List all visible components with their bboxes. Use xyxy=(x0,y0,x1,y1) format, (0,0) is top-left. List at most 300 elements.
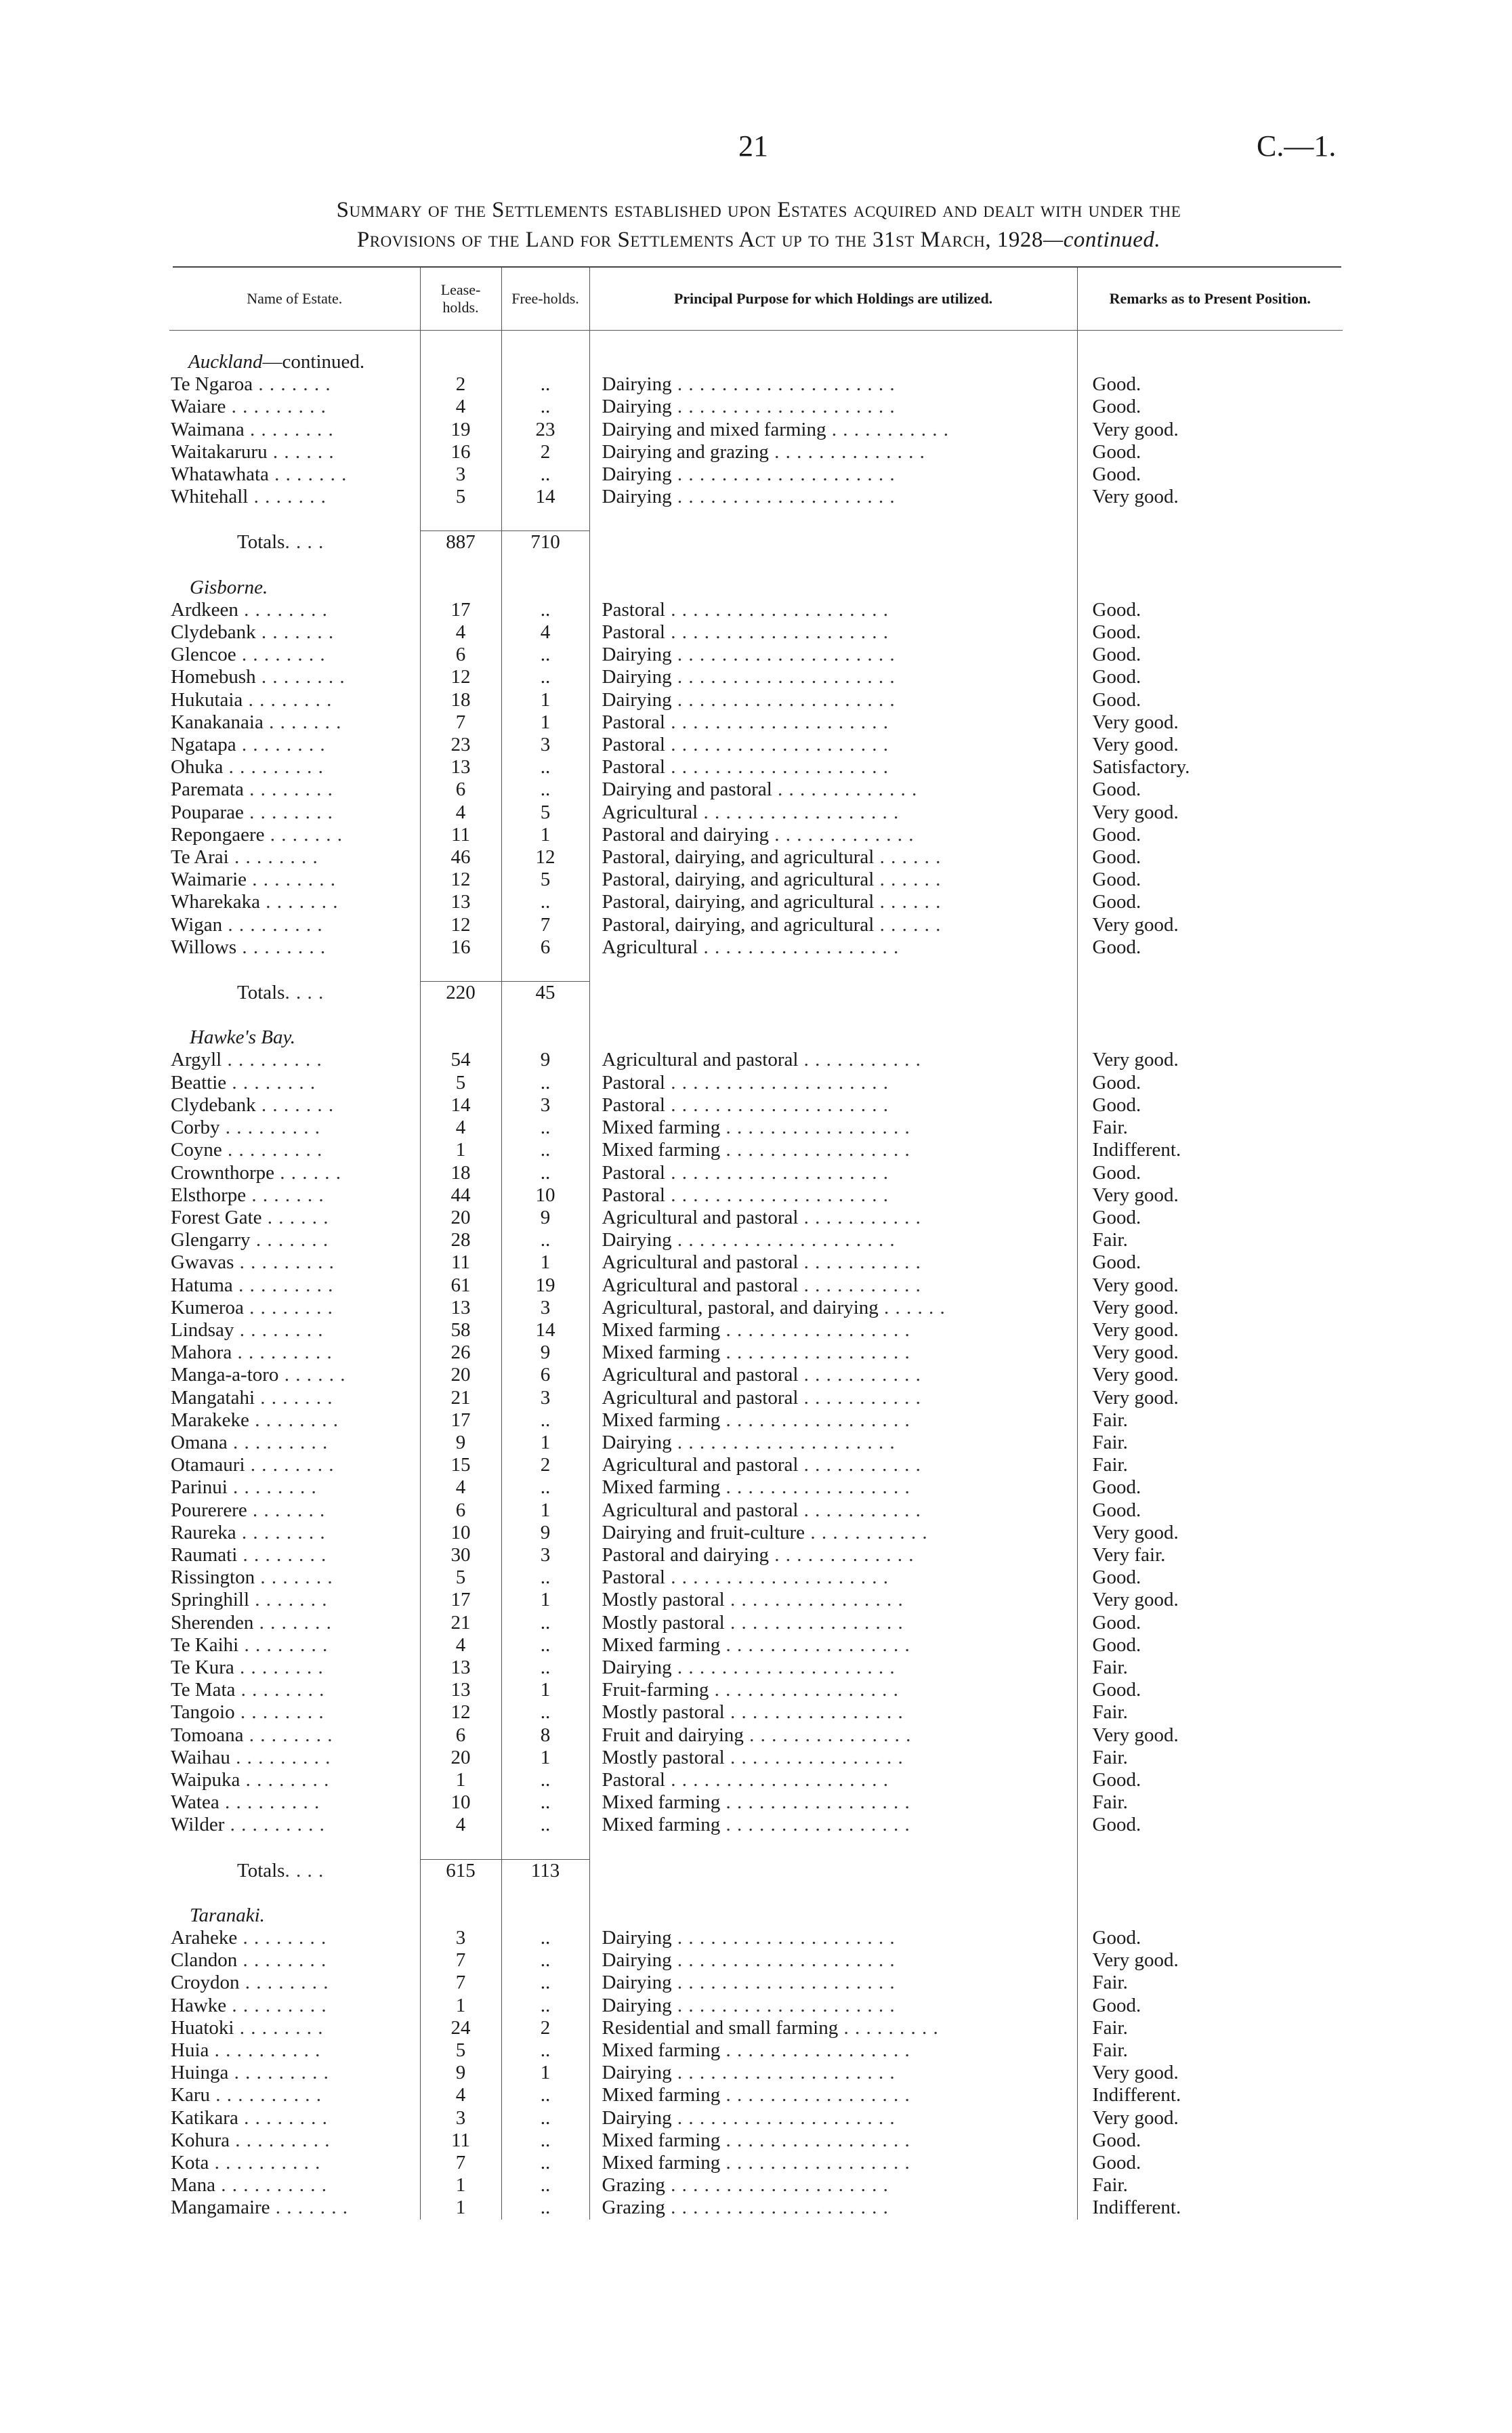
leader-dots: . . . . . . . . . . . xyxy=(798,1274,921,1296)
purpose-text: Pastoral xyxy=(602,1094,665,1116)
remarks-cell xyxy=(1077,1387,1343,1409)
freeholds-value: 1 xyxy=(540,1589,551,1611)
leader-dots: . . . . . . . . . . . . . . . . . . . . xyxy=(671,1994,896,2016)
document-reference: C.—1. xyxy=(1257,129,1337,163)
leader-dots: . . . . xyxy=(285,982,324,1004)
leader-dots: . . . . . . . . . . . . . . . . . xyxy=(720,1634,910,1656)
table-row xyxy=(169,802,1343,824)
estate-name-cell xyxy=(169,1747,420,1769)
section-heading xyxy=(169,1026,420,1049)
leader-dots: . . . . . . . . . . . . . . . . . . xyxy=(698,801,900,823)
freeholds-value: 3 xyxy=(540,1386,551,1409)
empty-cell xyxy=(1077,1905,1343,1927)
remark-text: Good. xyxy=(1092,1611,1141,1634)
remarks-cell xyxy=(1077,869,1343,891)
leaseholds-cell xyxy=(420,1364,501,1386)
leader-dots: . . . . . . . . . xyxy=(223,756,324,778)
estate-name: Raureka xyxy=(171,1521,236,1543)
leader-dots: . . . . . . . xyxy=(264,823,343,846)
freeholds-value: .. xyxy=(540,373,551,396)
purpose-cell xyxy=(589,1701,1077,1724)
purpose-cell xyxy=(589,1072,1077,1094)
remarks-cell xyxy=(1077,2129,1343,2152)
purpose-text: Dairying xyxy=(602,666,672,688)
leaseholds-value: 61 xyxy=(450,1274,471,1296)
table-row xyxy=(169,1432,1343,1454)
remarks-cell xyxy=(1077,1612,1343,1634)
leader-dots: . . . . . . . . . . xyxy=(209,2152,321,2174)
freeholds-value: .. xyxy=(540,1139,551,1161)
estate-name: Ngatapa xyxy=(171,734,236,756)
estate-name: Tomoana xyxy=(171,1724,244,1746)
leaseholds-cell xyxy=(420,373,501,396)
purpose-text: Agricultural and pastoral xyxy=(602,1454,799,1476)
leaseholds-cell xyxy=(420,644,501,666)
estate-name: Wigan xyxy=(171,913,223,936)
purpose-text: Mixed farming xyxy=(602,1634,721,1656)
estate-name: Raumati xyxy=(171,1543,238,1566)
leader-dots: . . . . . . . . xyxy=(234,1656,324,1678)
estate-name-cell xyxy=(169,1612,420,1634)
purpose-text: Agricultural xyxy=(602,801,698,823)
empty-cell xyxy=(420,1026,501,1049)
leader-dots: . . . . . . . . . . . . . . . . . . . . xyxy=(665,1566,889,1589)
leaseholds-value: 3 xyxy=(455,1927,466,1949)
leader-dots: . . . . . . . . . . . . . . . . . xyxy=(720,1117,910,1139)
purpose-text: Agricultural and pastoral xyxy=(602,1049,799,1071)
leaseholds-cell xyxy=(420,2152,501,2174)
freeholds-cell xyxy=(501,869,589,891)
table-row xyxy=(169,599,1343,621)
freeholds-cell xyxy=(501,2129,589,2152)
freeholds-value: .. xyxy=(540,2129,551,2151)
estate-name-cell xyxy=(169,1476,420,1499)
empty-cell xyxy=(589,531,1077,554)
leader-dots: . . . . . . . . . xyxy=(224,1814,325,1836)
purpose-cell xyxy=(589,666,1077,688)
leaseholds-cell xyxy=(420,802,501,824)
freeholds-cell xyxy=(501,644,589,666)
leaseholds-cell xyxy=(420,2017,501,2039)
remarks-cell xyxy=(1077,1657,1343,1679)
remarks-cell xyxy=(1077,1634,1343,1657)
remarks-cell xyxy=(1077,2017,1343,2039)
purpose-text: Pastoral, dairying, and agricultural xyxy=(602,869,875,891)
remark-text: Good. xyxy=(1092,1071,1141,1094)
remark-text: Very good. xyxy=(1092,1364,1179,1386)
leaseholds-value: 21 xyxy=(450,1611,471,1634)
purpose-cell xyxy=(589,1724,1077,1747)
totals-leaseholds-cell xyxy=(420,982,501,1005)
remarks-cell xyxy=(1077,1522,1343,1544)
remarks-cell xyxy=(1077,2062,1343,2084)
freeholds-cell xyxy=(501,1139,589,1161)
table-row xyxy=(169,1701,1343,1724)
leader-dots: . . . . . . . . xyxy=(236,734,326,756)
purpose-cell xyxy=(589,689,1077,711)
estate-name-cell xyxy=(169,1387,420,1409)
leaseholds-cell xyxy=(420,1791,501,1814)
remark-text: Indifferent. xyxy=(1092,2084,1181,2106)
spacer-cell xyxy=(1077,1882,1343,1905)
leaseholds-value: 6 xyxy=(455,1499,466,1521)
leader-dots: . . . . . . . . . . . . . . . . . . . . xyxy=(665,1071,889,1094)
remarks-cell xyxy=(1077,666,1343,688)
leader-dots: . . . . . . . . . . . . . . . xyxy=(743,1724,912,1746)
leaseholds-value: 11 xyxy=(451,823,470,846)
estate-name-cell xyxy=(169,419,420,441)
freeholds-value: .. xyxy=(540,1611,551,1634)
estate-name: Huinga xyxy=(171,2062,229,2084)
leader-dots: . . . . . . . xyxy=(263,711,342,733)
empty-cell xyxy=(501,577,589,599)
freeholds-value: .. xyxy=(540,1927,551,1949)
leaseholds-value: 1 xyxy=(455,1768,466,1791)
remarks-cell xyxy=(1077,1589,1343,1611)
freeholds-cell xyxy=(501,2197,589,2219)
purpose-cell xyxy=(589,802,1077,824)
totals-label-cell xyxy=(169,982,420,1005)
remarks-cell xyxy=(1077,1297,1343,1319)
estate-name: Glencoe xyxy=(171,644,236,666)
purpose-text: Pastoral xyxy=(602,1071,665,1094)
leader-dots: . . . . . . . . xyxy=(249,1409,339,1431)
table-row xyxy=(169,1094,1343,1117)
purpose-cell xyxy=(589,869,1077,891)
remarks-cell xyxy=(1077,1476,1343,1499)
estate-name: Hukutaia xyxy=(171,688,243,711)
remark-text: Fair. xyxy=(1092,1656,1128,1678)
table-row xyxy=(169,1229,1343,1251)
estate-name: Manga-a-toro xyxy=(171,1364,279,1386)
remark-text: Good. xyxy=(1092,621,1141,644)
empty-cell xyxy=(420,351,501,373)
remark-text: Very good. xyxy=(1092,1342,1179,1364)
remarks-cell xyxy=(1077,846,1343,869)
estate-name: Gwavas xyxy=(171,1251,234,1274)
leaseholds-value: 6 xyxy=(455,1724,466,1746)
table-row xyxy=(169,891,1343,913)
table-row xyxy=(169,1454,1343,1476)
purpose-text: Dairying and fruit-culture xyxy=(602,1521,805,1543)
freeholds-value: .. xyxy=(540,644,551,666)
estate-name-cell xyxy=(169,1297,420,1319)
purpose-cell xyxy=(589,1251,1077,1274)
estate-name: Omana xyxy=(171,1431,228,1453)
table-row xyxy=(169,756,1343,778)
leader-dots: . . . . . . . . . . xyxy=(215,2174,328,2197)
remark-text: Very fair. xyxy=(1092,1543,1166,1566)
estate-name: Parinui xyxy=(171,1476,228,1499)
totals-leaseholds: 615 xyxy=(446,1859,476,1881)
spacer-row xyxy=(169,1882,1343,1905)
leaseholds-value: 5 xyxy=(455,486,466,508)
freeholds-value: .. xyxy=(540,2084,551,2106)
freeholds-cell xyxy=(501,1701,589,1724)
purpose-cell xyxy=(589,1364,1077,1386)
purpose-text: Dairying xyxy=(602,1972,672,1994)
estate-name-cell xyxy=(169,1634,420,1657)
empty-cell xyxy=(1077,577,1343,599)
freeholds-value: .. xyxy=(540,1701,551,1724)
leader-dots: . . . . . . . . xyxy=(243,801,333,823)
remarks-cell xyxy=(1077,802,1343,824)
remark-text: Very good. xyxy=(1092,734,1179,756)
remarks-cell xyxy=(1077,1049,1343,1071)
purpose-cell xyxy=(589,1184,1077,1207)
leader-dots: . . . . . . . . . xyxy=(222,913,323,936)
remark-text: Very good. xyxy=(1092,486,1179,508)
table-row xyxy=(169,2039,1343,2062)
purpose-text: Dairying and grazing xyxy=(602,440,769,463)
leaseholds-value: 4 xyxy=(455,621,466,644)
spacer-cell xyxy=(169,1837,420,1860)
leader-dots: . . . . . . . . xyxy=(236,1521,326,1543)
remarks-cell xyxy=(1077,1364,1343,1386)
remark-text: Good. xyxy=(1092,1634,1141,1656)
estate-name-cell xyxy=(169,2152,420,2174)
purpose-text: Pastoral xyxy=(602,621,665,644)
column-header-name: Name of Estate. xyxy=(169,268,420,331)
freeholds-cell xyxy=(501,1454,589,1476)
estate-name-cell xyxy=(169,621,420,644)
freeholds-value: .. xyxy=(540,1949,551,1972)
freeholds-value: 3 xyxy=(540,1543,551,1566)
section-name: Taranaki. xyxy=(190,1904,265,1926)
totals-label: Totals xyxy=(237,982,285,1004)
purpose-cell xyxy=(589,2017,1077,2039)
table-row xyxy=(169,463,1343,486)
leaseholds-cell xyxy=(420,1229,501,1251)
freeholds-value: 1 xyxy=(540,688,551,711)
leader-dots: . . . . . . . . . . xyxy=(209,2039,321,2062)
title-line-2-text: Provisions of the Land for Settlements Act up to the 31st March, 1928 xyxy=(356,228,1043,252)
freeholds-cell xyxy=(501,2017,589,2039)
leaseholds-cell xyxy=(420,1544,501,1566)
leaseholds-value: 10 xyxy=(450,1521,471,1543)
leader-dots: . . . . . . . . . . . . . . . . . xyxy=(720,1318,910,1341)
remark-text: Good. xyxy=(1092,396,1141,418)
purpose-text: Dairying xyxy=(602,2062,672,2084)
table-row xyxy=(169,1162,1343,1184)
purpose-text: Mixed farming xyxy=(602,1476,721,1499)
freeholds-cell xyxy=(501,891,589,913)
leaseholds-value: 4 xyxy=(455,396,466,418)
leader-dots: . . . . . . . xyxy=(255,621,335,644)
freeholds-cell xyxy=(501,1499,589,1522)
purpose-text: Dairying xyxy=(602,486,672,508)
freeholds-value: 3 xyxy=(540,1296,551,1318)
estate-name-cell xyxy=(169,1724,420,1747)
estate-name: Mangatahi xyxy=(171,1386,255,1409)
leaseholds-cell xyxy=(420,1769,501,1791)
remark-text: Very good. xyxy=(1092,418,1179,440)
remark-text: Very good. xyxy=(1092,1274,1179,1296)
freeholds-cell xyxy=(501,1544,589,1566)
estate-name-cell xyxy=(169,1184,420,1207)
section-heading-row xyxy=(169,577,1343,599)
leaseholds-cell xyxy=(420,1724,501,1747)
estate-name: Glengarry xyxy=(171,1229,251,1251)
table-row xyxy=(169,1995,1343,2017)
spacer-row xyxy=(169,1837,1343,1860)
remark-text: Very good. xyxy=(1092,1386,1179,1409)
spacer-cell xyxy=(1077,1004,1343,1026)
freeholds-value: .. xyxy=(540,1994,551,2016)
leader-dots: . . . . . . . . . xyxy=(232,1342,333,1364)
remarks-cell xyxy=(1077,1117,1343,1139)
leaseholds-value: 21 xyxy=(450,1386,471,1409)
table-row xyxy=(169,1409,1343,1432)
leaseholds-cell xyxy=(420,936,501,959)
leader-dots: . . . . . . . . . xyxy=(232,1274,334,1296)
freeholds-value: 2 xyxy=(540,1454,551,1476)
estate-name: Waimana xyxy=(171,418,245,440)
estate-name: Te Arai xyxy=(171,846,229,869)
leader-dots: . . . . . . . . . xyxy=(219,1117,320,1139)
section-heading xyxy=(169,351,420,373)
leader-dots: . . . . . . . . . . . . . . . . . xyxy=(720,1791,910,1814)
leader-dots: . . . . . . . . . . . xyxy=(798,1251,921,1274)
freeholds-value: .. xyxy=(540,2152,551,2174)
purpose-cell xyxy=(589,1117,1077,1139)
totals-label: Totals xyxy=(237,1859,285,1881)
freeholds-cell xyxy=(501,1094,589,1117)
estate-name: Waipuka xyxy=(171,1768,240,1791)
estate-name-cell xyxy=(169,441,420,463)
remark-text: Fair. xyxy=(1092,1701,1128,1724)
purpose-cell xyxy=(589,1342,1077,1364)
purpose-cell xyxy=(589,1207,1077,1229)
purpose-cell xyxy=(589,1049,1077,1071)
remark-text: Fair. xyxy=(1092,1431,1128,1453)
leader-dots: . . . . . . . . xyxy=(240,1768,330,1791)
estate-name: Paremata xyxy=(171,778,244,801)
remark-text: Very good. xyxy=(1092,1184,1179,1206)
remarks-cell xyxy=(1077,914,1343,936)
leaseholds-cell xyxy=(420,1634,501,1657)
leaseholds-cell xyxy=(420,824,501,846)
purpose-cell xyxy=(589,463,1077,486)
remark-text: Good. xyxy=(1092,644,1141,666)
leader-dots: . . . . . . xyxy=(261,1206,329,1228)
freeholds-value: .. xyxy=(540,1229,551,1251)
empty-cell xyxy=(1077,982,1343,1005)
table-row xyxy=(169,1522,1343,1544)
leaseholds-value: 20 xyxy=(450,1206,471,1228)
leader-dots: . . . . . . . . . . . . . . . . . xyxy=(720,1814,910,1836)
estate-name: Hatuma xyxy=(171,1274,233,1296)
leader-dots: . . . . . . . . . . . xyxy=(798,1049,921,1071)
leaseholds-value: 16 xyxy=(450,440,471,463)
estate-name-cell xyxy=(169,1342,420,1364)
remarks-cell xyxy=(1077,1342,1343,1364)
leader-dots: . . . . . . . xyxy=(255,1566,333,1589)
estate-name-cell xyxy=(169,2062,420,2084)
remarks-cell xyxy=(1077,1094,1343,1117)
freeholds-value: .. xyxy=(540,1409,551,1431)
leaseholds-cell xyxy=(420,1432,501,1454)
remark-text: Good. xyxy=(1092,598,1141,621)
remarks-cell xyxy=(1077,1814,1343,1836)
estate-name: Huatoki xyxy=(171,2016,234,2039)
freeholds-value: 14 xyxy=(535,1318,555,1341)
section-heading-row xyxy=(169,1905,1343,1927)
table-row xyxy=(169,2017,1343,2039)
estate-name: Clydebank xyxy=(171,621,256,644)
page-number: 21 xyxy=(738,129,768,163)
estate-name-cell xyxy=(169,1949,420,1972)
leaseholds-value: 1 xyxy=(455,2174,466,2197)
empty-cell xyxy=(589,1905,1077,1927)
totals-label-cell xyxy=(169,1859,420,1882)
estate-name-cell xyxy=(169,1679,420,1701)
freeholds-cell xyxy=(501,396,589,418)
remark-text: Good. xyxy=(1092,1094,1141,1116)
spacer-cell xyxy=(589,1837,1077,1860)
purpose-text: Dairying xyxy=(602,1431,672,1453)
freeholds-value: .. xyxy=(540,2197,551,2219)
purpose-text: Mixed farming xyxy=(602,1139,721,1161)
leader-dots: . . . . . . . . . . . . . . . . . . xyxy=(698,936,900,958)
empty-cell xyxy=(1077,351,1343,373)
table-header-row xyxy=(169,268,1343,331)
estate-name: Wharekaka xyxy=(171,891,261,913)
purpose-text: Agricultural and pastoral xyxy=(602,1386,799,1409)
estate-name: Pourerere xyxy=(171,1499,247,1521)
freeholds-value: 6 xyxy=(540,1364,551,1386)
estate-name-cell xyxy=(169,756,420,778)
estate-name: Waitakaruru xyxy=(171,440,268,463)
estate-name-cell xyxy=(169,1117,420,1139)
leaseholds-value: 44 xyxy=(450,1184,471,1206)
table-row xyxy=(169,1297,1343,1319)
freeholds-cell xyxy=(501,1072,589,1094)
purpose-cell xyxy=(589,756,1077,778)
purpose-text: Residential and small farming xyxy=(602,2016,839,2039)
remark-text: Good. xyxy=(1092,1161,1141,1184)
remarks-cell xyxy=(1077,463,1343,486)
freeholds-value: 3 xyxy=(540,734,551,756)
freeholds-value: 2 xyxy=(540,2016,551,2039)
leaseholds-cell xyxy=(420,1207,501,1229)
leader-dots: . . . . . . . . xyxy=(237,1927,327,1949)
remark-text: Very good. xyxy=(1092,1589,1179,1611)
freeholds-cell xyxy=(501,1229,589,1251)
purpose-text: Pastoral, dairying, and agricultural xyxy=(602,891,875,913)
leader-dots: . . . . . . . . . . . . . . . . xyxy=(724,1611,904,1634)
totals-freeholds-cell xyxy=(501,1859,589,1882)
section-suffix: —continued. xyxy=(262,351,365,373)
purpose-text: Mixed farming xyxy=(602,1117,721,1139)
leader-dots: . . . . . . . . . . . . . . . . . . . . xyxy=(671,2062,896,2084)
estate-name-cell xyxy=(169,802,420,824)
spacer-cell xyxy=(169,1882,420,1905)
table-row xyxy=(169,1251,1343,1274)
purpose-cell xyxy=(589,2062,1077,2084)
leaseholds-cell xyxy=(420,1995,501,2017)
purpose-cell xyxy=(589,599,1077,621)
leader-dots: . . . . . . . . . . . . . . . . . . . . xyxy=(671,1656,896,1678)
column-header-purpose: Principal Purpose for which Holdings are utilized. xyxy=(589,268,1077,331)
leaseholds-value: 20 xyxy=(450,1364,471,1386)
table-row xyxy=(169,1476,1343,1499)
leader-dots: . . . . . . . . . xyxy=(222,1139,323,1161)
spacer-cell xyxy=(1077,959,1343,982)
leader-dots: . . . . . . . . . . . . . . . . . xyxy=(720,2152,910,2174)
freeholds-cell xyxy=(501,373,589,396)
remark-text: Fair. xyxy=(1092,2174,1128,2197)
